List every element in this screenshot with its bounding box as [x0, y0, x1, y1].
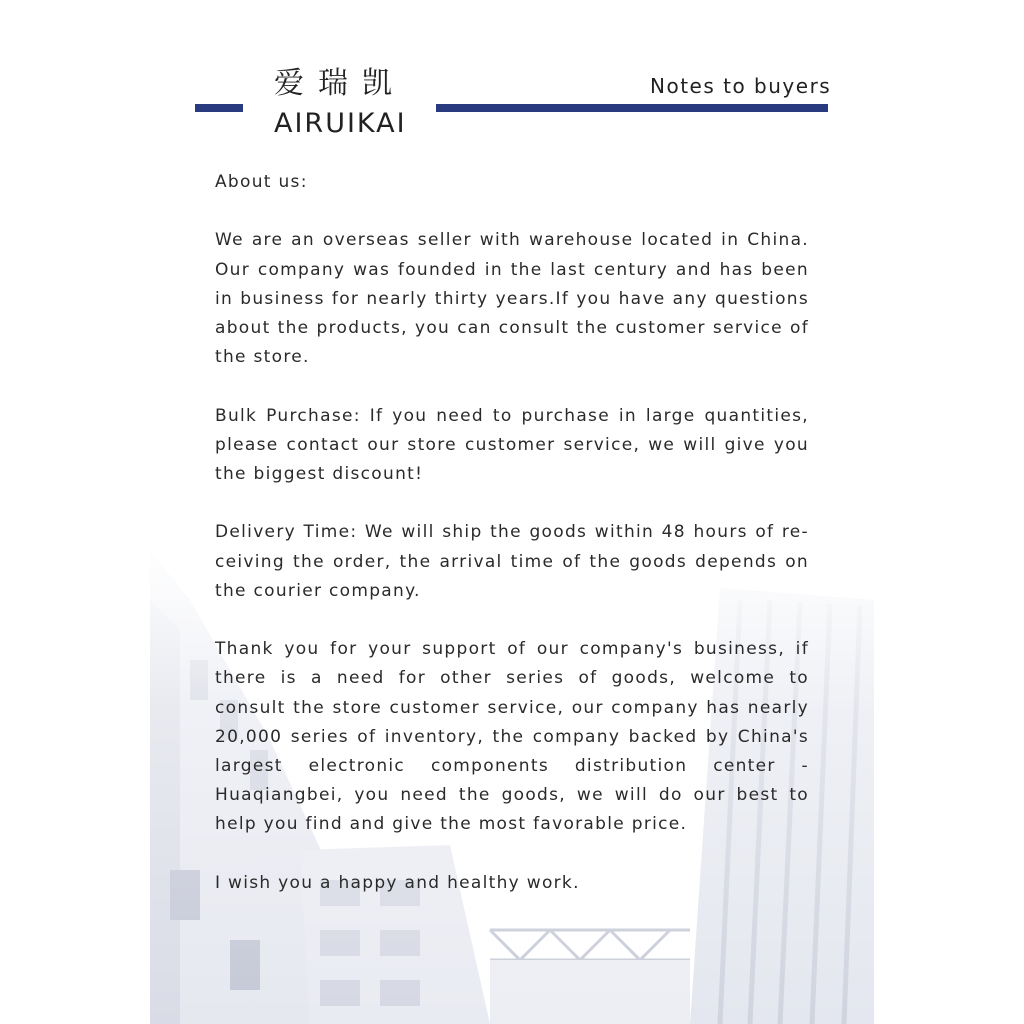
closing-paragraph: I wish you a happy and healthy work.: [215, 872, 580, 893]
delivery-time-paragraph: Delivery Time: We will ship the goods within 48 hours of re-ceiving the order, the arrival time of the goods depends on the courier company.: [215, 522, 809, 601]
bulk-purchase-paragraph: Bulk Purchase: If you need to purchase in large quantities, please contact our store customer service, we will give you the biggest discount!: [215, 405, 809, 484]
brand-name-english: AIRUIKAI: [274, 108, 407, 139]
notes-body: [215, 168, 809, 898]
thanks-paragraph: Thank you for your support of our company's business, if there is a need for other series of goods, welcome to consult the store customer service, our company has nearly 20,000 series of inventory, the company backed by China's largest electronic components distribution center - Huaqiangbei, you need the goods, we will do our best to help you find and give the most favorable price.: [215, 639, 809, 835]
about-paragraph: We are an overseas seller with warehouse located in China. Our company was founded in the last century and has been in business for nearly thirty years.If you have any questions about the products, you can consult the customer service of the store.: [215, 230, 809, 368]
about-heading: About us:: [215, 172, 308, 192]
brand-name-chinese: 爱瑞凯: [274, 66, 406, 101]
header-accent-bar-left: [195, 104, 243, 112]
page-title: Notes to buyers: [650, 74, 832, 98]
header-accent-bar-right: [436, 104, 828, 112]
